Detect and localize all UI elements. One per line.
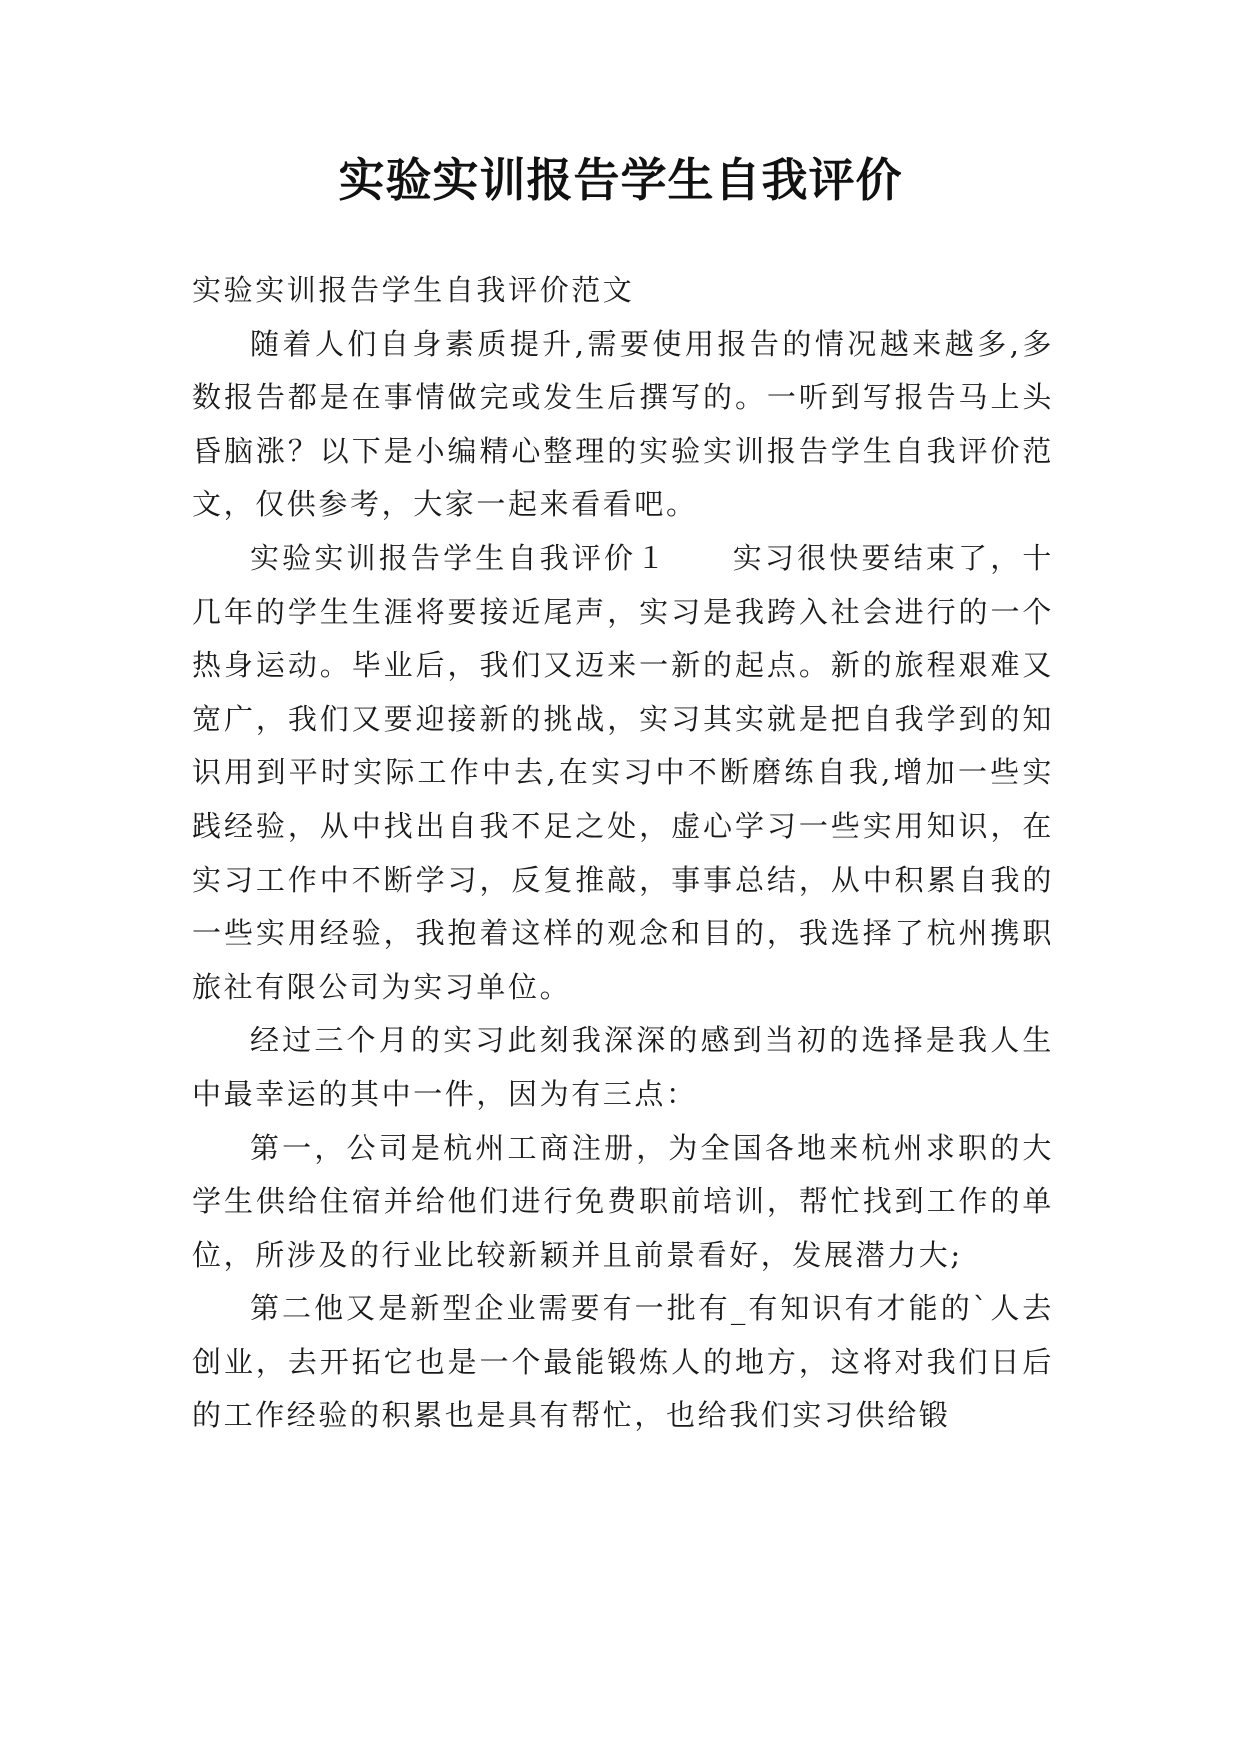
subtitle-paragraph: 实验实训报告学生自我评价范文 [192, 273, 635, 307]
body-paragraph: 经过三个月的实习此刻我深深的感到当初的选择是我人生中最幸运的其中一件，因为有三点： [192, 1023, 1054, 1111]
document-title: 实验实训报告学生自我评价 [338, 153, 903, 207]
body-paragraph: 第一，公司是杭州工商注册，为全国各地来杭州求职的大学生供给住宿并给他们进行免费职前培训，帮忙找到工作的单位，所涉及的行业比较新颖并且前景看好，发展潜力大; [192, 1130, 1054, 1272]
document-body [192, 264, 1054, 1443]
body-paragraph: 第二他又是新型企业需要有一批有_有知识有才能的`人去创业，去开拓它也是一个最能锻炼人的地方，这将对我们日后的工作经验的积累也是具有帮忙，也给我们实习供给锻 [192, 1291, 1054, 1433]
body-paragraph: 随着人们自身素质提升,需要使用报告的情况越来越多,多数报告都是在事情做完或发生后撰写的。一听到写报告马上头昏脑涨？以下是小编精心整理的实验实训报告学生自我评价范文，仅供参考，大家一起来看看吧。 [192, 326, 1054, 522]
body-paragraph: 实验实训报告学生自我评价１ 实习很快要结束了，十几年的学生生涯将要接近尾声，实习是我跨入社会进行的一个热身运动。毕业后，我们又迈来一新的起点。新的旅程艰难又宽广，我们又要迎接新的挑战，实习其实就是把自我学到的知识用到平时实际工作中去,在实习中不断磨练自我,增加一些实践经验，从中找出自我不足之处，虚心学习一些实用知识，在实习工作中不断学习，反复推敲，事事总结，从中积累自我的一些实用经验，我抱着这样的观念和目的，我选择了杭州携职旅社有限公司为实习单位。 [192, 540, 1054, 1004]
